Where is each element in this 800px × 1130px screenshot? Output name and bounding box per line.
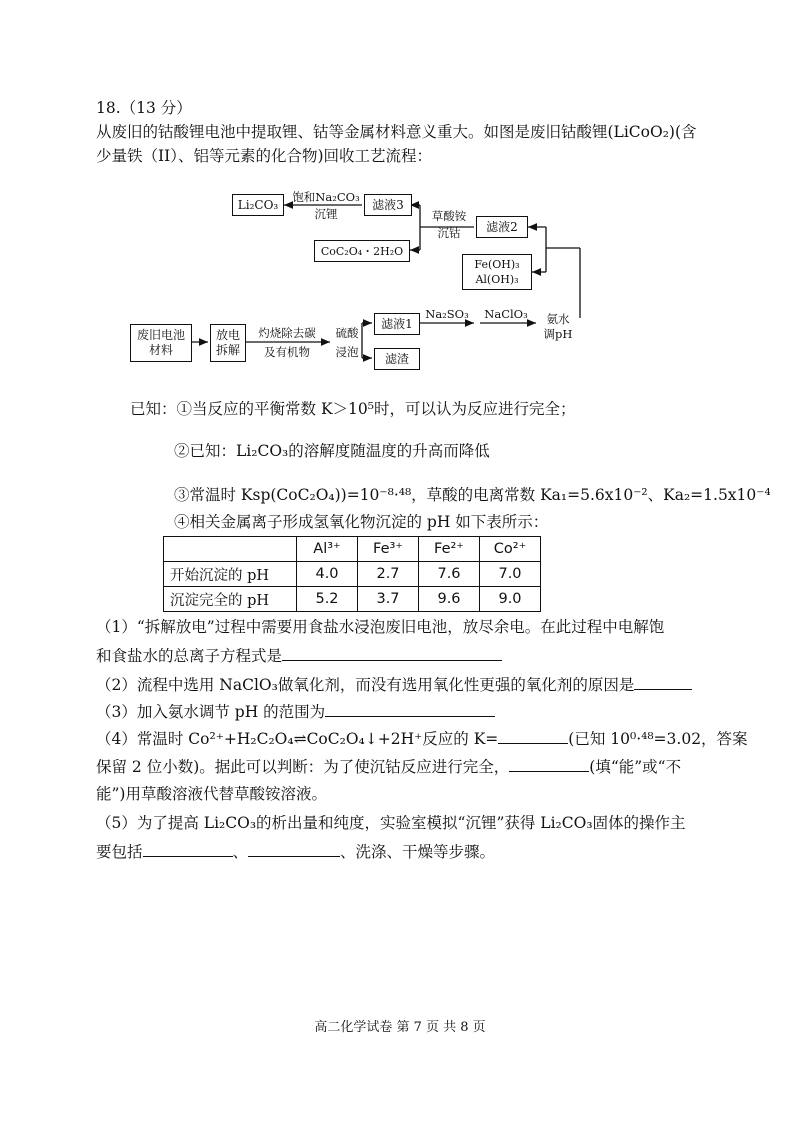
box-li2co3: Li₂CO₃ [232,194,284,216]
label-adjust-ph: 调pH [543,327,573,341]
label-sulfuric-acid: 硫酸 [335,326,359,340]
row-label-complete: 沉淀完全的 pH [164,587,297,612]
table-cell: 4.0 [297,562,358,587]
q5-step1-blank[interactable] [143,840,233,857]
q1-line1: （1）“拆解放电”过程中需要用食盐水浸泡废旧电池，放尽余电。在此过程中电解饱 [96,618,665,636]
label-ammonia: 氨水 [546,312,570,326]
ion-fe3: Fe³⁺ [358,537,419,562]
question-number: 18.（13 分） [96,99,192,117]
known-prefix: 已知： [130,400,177,418]
ion-fe2: Fe²⁺ [419,537,480,562]
table-corner-cell [164,537,297,562]
row-label-start: 开始沉淀的 pH [164,562,297,587]
ion-co2: Co²⁺ [480,537,541,562]
label-soak: 浸泡 [335,345,359,359]
q1-line2 [96,644,502,667]
table-cell: 9.6 [419,587,480,612]
q5-text-c: 、洗涤、干燥等步骤。 [340,843,496,861]
q2-line [96,673,692,696]
q1-text: 和食盐水的总离子方程式是 [96,647,283,665]
box-waste-battery: 废旧电池材料 [130,324,192,362]
known-item1: ①当反应的平衡常数 K＞10⁵时，可以认为反应进行完全； [176,400,576,418]
al-oh3-text: Al(OH)₃ [475,273,519,286]
q5-line2 [96,840,495,863]
q3-line [96,700,495,723]
label-saturated-na2co3: 饱和Na₂CO₃ [292,190,360,204]
q4-judge-blank[interactable] [509,755,589,772]
known-item2: ②已知：Li₂CO₃的溶解度随温度的升高而降低 [174,442,490,460]
q3-answer-blank[interactable] [325,700,495,717]
known-block [130,398,575,420]
q5-step2-blank[interactable] [248,840,340,857]
label-naclo3: NaClO₃ [484,307,528,321]
label-calcine: 灼烧除去碳 [258,326,316,340]
q2-text: （2）流程中选用 NaClO₃做氧化剂，而没有选用氧化性更强的氧化剂的原因是 [96,676,635,694]
q4-text-a: （4）常温时 Co²⁺+H₂C₂O₄⇌CoC₂O₄↓+2H⁺反应的 K= [96,730,499,748]
label-precipitate-cobalt: 沉钴 [437,226,461,240]
page-footer: 高二化学试卷 第 7 页 共 8 页 [314,1020,486,1035]
table-cell: 3.7 [358,587,419,612]
q2-answer-blank[interactable] [634,673,692,690]
table-row [164,562,541,587]
table-cell: 5.2 [297,587,358,612]
label-na2so3: Na₂SO₃ [425,307,469,321]
box-filtrate2: 滤液2 [476,216,528,238]
table-cell: 2.7 [358,562,419,587]
known-item3: ③常温时 Ksp(CoC₂O₄))=10⁻⁸·⁴⁸，草酸的电离常数 Ka₁=5.6x10⁻²、Ka₂=1.5x10⁻⁴ [174,486,771,504]
q4-text-b: (已知 10⁰·⁴⁸=3.02，答案 [568,730,748,748]
q4-line1 [96,727,748,750]
label-ammonium-oxalate: 草酸铵 [431,209,467,223]
table-row [164,587,541,612]
box-hydroxides [462,254,532,290]
q1-answer-blank[interactable] [282,644,502,661]
table-cell: 9.0 [480,587,541,612]
box-filtrate1: 滤液1 [374,313,420,335]
q4-line3: 能”)用草酸溶液代替草酸铵溶液。 [96,785,327,803]
table-cell: 7.6 [419,562,480,587]
q5-line1: （5）为了提高 Li₂CO₃的析出量和纯度，实验室模拟“沉锂”获得 Li₂CO₃固体的操作主 [96,814,686,832]
box-coc2o4-hydrate: CoC₂O₄・2H₂O [314,240,410,262]
box-filtrate3: 滤液3 [364,194,412,216]
ion-al3: Al³⁺ [297,537,358,562]
label-remove-organics: 及有机物 [264,345,310,359]
q3-text: （3）加入氨水调节 pH 的范围为 [96,703,326,721]
q4-text-d: (填“能”或“不 [589,758,682,776]
table-header-row [164,537,541,562]
box-discharge-dismantle: 放电拆解 [210,324,246,362]
q4-line2 [96,755,681,778]
q4-k-blank[interactable] [498,727,568,744]
q5-text-b: 、 [232,843,249,861]
known-item4: ④相关金属离子形成氢氧化物沉淀的 pH 如下表所示： [174,513,549,531]
fe-oh3-text: Fe(OH)₃ [474,258,520,271]
q5-text-a: 要包括 [96,843,143,861]
box-residue: 滤渣 [374,348,420,370]
question-intro-line2: 少量铁（II）、铝等元素的化合物)回收工艺流程： [96,147,433,165]
question-intro-line1: 从废旧的钴酸锂电池中提取锂、钴等金属材料意义重大。如图是废旧钴酸锂(LiCoO₂)(含 [96,123,697,141]
table-cell: 7.0 [480,562,541,587]
q4-text-c: 保留 2 位小数)。据此可以判断：为了使沉钴反应进行完全， [96,758,510,776]
ph-precipitation-table [163,536,541,612]
label-precipitate-lithium: 沉锂 [314,207,338,221]
